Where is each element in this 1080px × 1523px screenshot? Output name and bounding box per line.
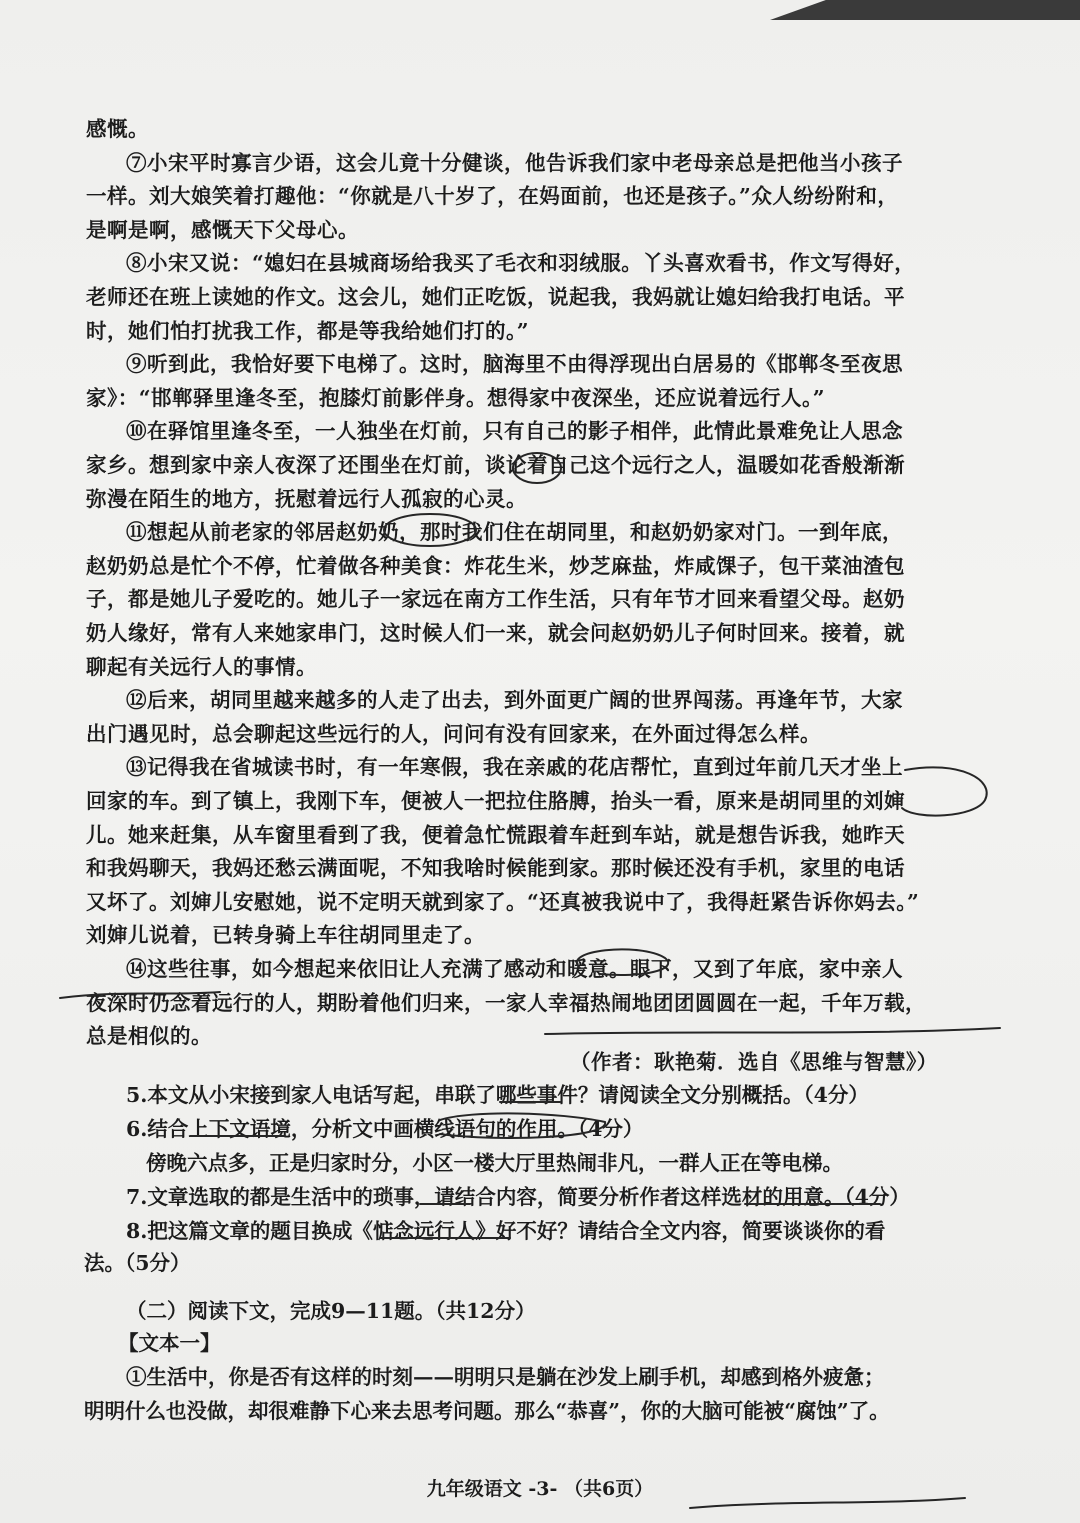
question-7: 7.文章选取的都是生活中的琐事，请结合内容，简要分析作者这样选材的用意。（4分） <box>126 1185 910 1209</box>
passage-line: ⑬记得我在省城读书时，有一年寒假，我在亲戚的花店帮忙，直到过年前几天才坐上 <box>126 755 903 780</box>
section-2-heading: （二）阅读下文，完成9—11题。（共12分） <box>126 1299 536 1323</box>
passage-line: 家乡。想到家中亲人夜深了还围坐在灯前，谈论着自己这个远行之人，温暖如花香般渐渐 <box>86 453 905 477</box>
passage-line: 儿。她来赶集，从车窗里看到了我，便着急忙慌跟着车赶到车站，就是想告诉我，她昨天 <box>86 822 905 847</box>
passage-line: ⑩在驿馆里逢冬至，一人独坐在灯前，只有自己的影子相伴，此情此景难免让人思念 <box>126 419 903 444</box>
passage-line: 是啊是啊，感慨天下父母心。 <box>86 217 359 242</box>
passage-line: 子，都是她儿子爱吃的。她儿子一家远在南方工作生活，只有年节才回来看望父母。赵奶 <box>86 587 905 612</box>
passage-line: 感慨。 <box>86 117 149 141</box>
question-6: 6.结合上下文语境，分析文中画横线语句的作用。（4分） <box>126 1117 644 1141</box>
passage-line: ⑦小宋平时寡言少语，这会儿竟十分健谈，他告诉我们家中老母亲总是把他当小孩子 <box>126 150 903 175</box>
passage-line: 出门遇见时，总会聊起这些远行的人，问问有没有回家来，在外面过得怎么样。 <box>86 721 821 746</box>
section-2-paragraph-1-cont: 明明什么也没做，却很难静下心来去思考问题。那么“恭喜”，你的大脑可能被“腐蚀”了。 <box>84 1399 890 1423</box>
passage-line: 奶人缘好，常有人来她家串门，这时候人们一来，就会问赵奶奶儿子何时回来。接着，就 <box>86 621 905 645</box>
passage-line: ⑪想起从前老家的邻居赵奶奶，那时我们住在胡同里，和赵奶奶家对门。一到年底， <box>126 520 903 545</box>
passage-line: ⑨听到此，我恰好要下电梯了。这时，脑海里不由得浮现出白居易的《邯郸冬至夜思 <box>126 352 903 377</box>
passage-line: 又坏了。刘婶儿安慰她，说不定明天就到家了。“还真被我说中了，我得赶紧告诉你妈去。” <box>86 889 920 914</box>
passage-line: 夜深时仍念着远行的人，期盼着他们归来，一家人幸福热闹地团团圆圆在一起，千年万载， <box>86 990 926 1015</box>
passage-line: 和我妈聊天，我妈还愁云满面呢，不知我啥时候能到家。那时候还没有手机，家里的电话 <box>86 856 905 881</box>
passage-line: 刘婶儿说着，已转身骑上车往胡同里走了。 <box>86 923 485 948</box>
passage-line: 回家的车。到了镇上，我刚下车，便被人一把拉住胳膊，抬头一看，原来是胡同里的刘婶 <box>86 789 905 813</box>
passage-line: 时，她们怕打扰我工作，都是等我给她们打的。” <box>86 318 530 343</box>
passage-line: 弥漫在陌生的地方，抚慰着远行人孤寂的心灵。 <box>86 486 527 511</box>
attribution: （作者：耿艳菊．选自《思维与智慧》） <box>570 1050 938 1074</box>
scan-shadow <box>770 0 1080 20</box>
passage-line: 老师还在班上读她的作文。这会儿，她们正吃饭，说起我，我妈就让媳妇给我打电话。平 <box>86 285 905 309</box>
section-2-paragraph-1: ①生活中，你是否有这样的时刻——明明只是躺在沙发上刷手机，却感到格外疲惫； <box>126 1365 885 1389</box>
passage-line: ⑫后来，胡同里越来越多的人走了出去，到外面更广阔的世界闯荡。再逢年节，大家 <box>126 688 903 713</box>
passage-line: 赵奶奶总是忙个不停，忙着做各种美食：炸花生米，炒芝麻盐，炸咸馃子，包干菜油渣包 <box>86 553 905 578</box>
passage-line: 家》：“邯郸驿里逢冬至，抱膝灯前影伴身。想得家中夜深坐，还应说着远行人。” <box>86 385 826 410</box>
question-8: 8.把这篇文章的题目换成《惦念远行人》好不好？请结合全文内容，简要谈谈你的看 <box>126 1219 886 1243</box>
question-8-cont: 法。（5分） <box>84 1251 191 1275</box>
passage-line: 一样。刘大娘笑着打趣他：“你就是八十岁了，在妈面前，也还是孩子。”众人纷纷附和， <box>86 184 899 209</box>
question-5: 5.本文从小宋接到家人电话写起，串联了哪些事件？请阅读全文分别概括。（4分） <box>126 1083 869 1107</box>
underlined-sentence-quote: 傍晚六点多，正是归家时分，小区一楼大厅里热闹非凡，一群人正在等电梯。 <box>146 1151 843 1175</box>
page-footer: 九年级语文 -3- （共6页） <box>426 1478 654 1500</box>
passage-line: ⑭这些往事，如今想起来依旧让人充满了感动和暖意。眼下，又到了年底，家中亲人 <box>126 957 903 981</box>
passage-line: 总是相似的。 <box>86 1024 212 1049</box>
passage-line: 聊起有关远行人的事情。 <box>86 654 317 679</box>
passage-line: ⑧小宋又说：“媳妇在县城商场给我买了毛衣和羽绒服。丫头喜欢看书，作文写得好， <box>126 251 916 276</box>
text-one-label: 【文本一】 <box>118 1331 221 1355</box>
